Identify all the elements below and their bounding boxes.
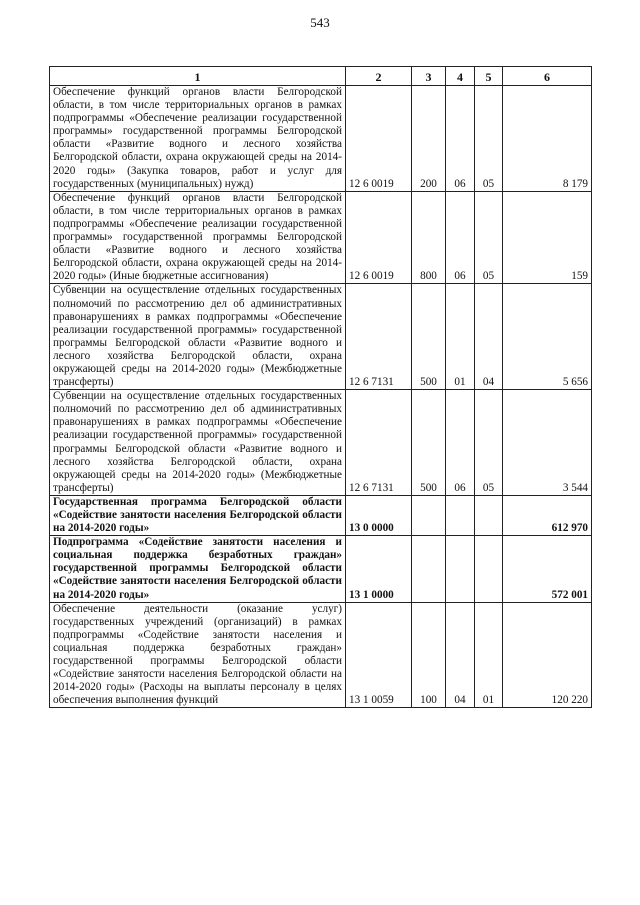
header-col-1: 1 bbox=[50, 67, 346, 86]
row-code: 12 6 0019 bbox=[346, 86, 412, 192]
header-col-4: 4 bbox=[446, 67, 475, 86]
row-amount: 612 970 bbox=[503, 495, 592, 535]
row-expense-type bbox=[412, 495, 446, 535]
row-expense-type: 200 bbox=[412, 86, 446, 192]
row-amount: 572 001 bbox=[503, 536, 592, 602]
table-row bbox=[50, 390, 592, 496]
header-col-3: 3 bbox=[412, 67, 446, 86]
row-expense-type: 800 bbox=[412, 191, 446, 284]
header-col-5: 5 bbox=[475, 67, 503, 86]
table-row bbox=[50, 191, 592, 284]
row-section: 06 bbox=[446, 86, 475, 192]
row-code: 12 6 7131 bbox=[346, 390, 412, 496]
row-amount: 159 bbox=[503, 191, 592, 284]
row-section bbox=[446, 536, 475, 602]
row-subsection: 05 bbox=[475, 390, 503, 496]
row-expense-type: 100 bbox=[412, 602, 446, 708]
row-code: 13 0 0000 bbox=[346, 495, 412, 535]
row-subsection: 01 bbox=[475, 602, 503, 708]
page-number: 543 bbox=[310, 15, 330, 30]
row-section: 01 bbox=[446, 284, 475, 390]
table-row-subprogram bbox=[50, 536, 592, 602]
row-section bbox=[446, 495, 475, 535]
row-description: Обеспечение функций органов власти Белгородской области, в том числе территориальных органов в рамках подпрограммы «Обеспечение реализации государственной программы» государственной программы Белгородской области «Развитие водного и лесного хозяйства Белгородской области, охрана окружающей среды на 2014-2020 годы» (Закупка товаров, работ и услуг для государственных (муниципальных) нужд) bbox=[50, 86, 346, 192]
row-subsection bbox=[475, 536, 503, 602]
row-description: Субвенции на осуществление отдельных государственных полномочий по рассмотрению дел об административных правонарушениях в рамках подпрограммы «Обеспечение реализации государственной программы» государственной программы Белгородской области «Развитие водного и лесного хозяйства Белгородской области, охрана окружающей среды на 2014-2020 годы» (Межбюджетные трансферты) bbox=[50, 390, 346, 496]
row-amount: 5 656 bbox=[503, 284, 592, 390]
row-expense-type: 500 bbox=[412, 390, 446, 496]
header-col-2: 2 bbox=[346, 67, 412, 86]
row-description: Обеспечение деятельности (оказание услуг) государственных учреждений (организаций) в рамках подпрограммы «Содействие занятости населения и социальная поддержка безработных граждан» государственной программы Белгородской области «Содействие занятости населения Белгородской области на 2014-2020 годы» (Расходы на выплаты персоналу в целях обеспечения выполнения функций bbox=[50, 602, 346, 708]
row-expense-type: 500 bbox=[412, 284, 446, 390]
row-code: 12 6 0019 bbox=[346, 191, 412, 284]
row-amount: 120 220 bbox=[503, 602, 592, 708]
row-subsection bbox=[475, 495, 503, 535]
table-row bbox=[50, 86, 592, 192]
row-description: Государственная программа Белгородской области «Содействие занятости населения Белгородской области на 2014-2020 годы» bbox=[50, 495, 346, 535]
row-subsection: 05 bbox=[475, 86, 503, 192]
row-subsection: 04 bbox=[475, 284, 503, 390]
row-code: 13 1 0059 bbox=[346, 602, 412, 708]
table-row bbox=[50, 602, 592, 708]
row-amount: 8 179 bbox=[503, 86, 592, 192]
row-amount: 3 544 bbox=[503, 390, 592, 496]
table-row-program bbox=[50, 495, 592, 535]
row-code: 12 6 7131 bbox=[346, 284, 412, 390]
header-col-6: 6 bbox=[503, 67, 592, 86]
row-subsection: 05 bbox=[475, 191, 503, 284]
row-code: 13 1 0000 bbox=[346, 536, 412, 602]
row-section: 06 bbox=[446, 390, 475, 496]
row-description: Подпрограмма «Содействие занятости населения и социальная поддержка безработных граждан» государственной программы Белгородской области «Содействие занятости населения Белгородской области на 2014-2020 годы» bbox=[50, 536, 346, 602]
table-body bbox=[50, 86, 592, 708]
table-row bbox=[50, 284, 592, 390]
row-description: Обеспечение функций органов власти Белгородской области, в том числе территориальных органов в рамках подпрограммы «Обеспечение реализации государственной программы» государственной программы Белгородской области «Развитие водного и лесного хозяйства Белгородской области, охрана окружающей среды на 2014-2020 годы» (Иные бюджетные ассигнования) bbox=[50, 191, 346, 284]
budget-table bbox=[49, 66, 592, 708]
row-section: 04 bbox=[446, 602, 475, 708]
header-row bbox=[50, 67, 592, 86]
row-description: Субвенции на осуществление отдельных государственных полномочий по рассмотрению дел об административных правонарушениях в рамках подпрограммы «Обеспечение реализации государственной программы» государственной программы Белгородской области «Развитие водного и лесного хозяйства Белгородской области, охрана окружающей среды на 2014-2020 годы» (Межбюджетные трансферты) bbox=[50, 284, 346, 390]
row-expense-type bbox=[412, 536, 446, 602]
row-section: 06 bbox=[446, 191, 475, 284]
